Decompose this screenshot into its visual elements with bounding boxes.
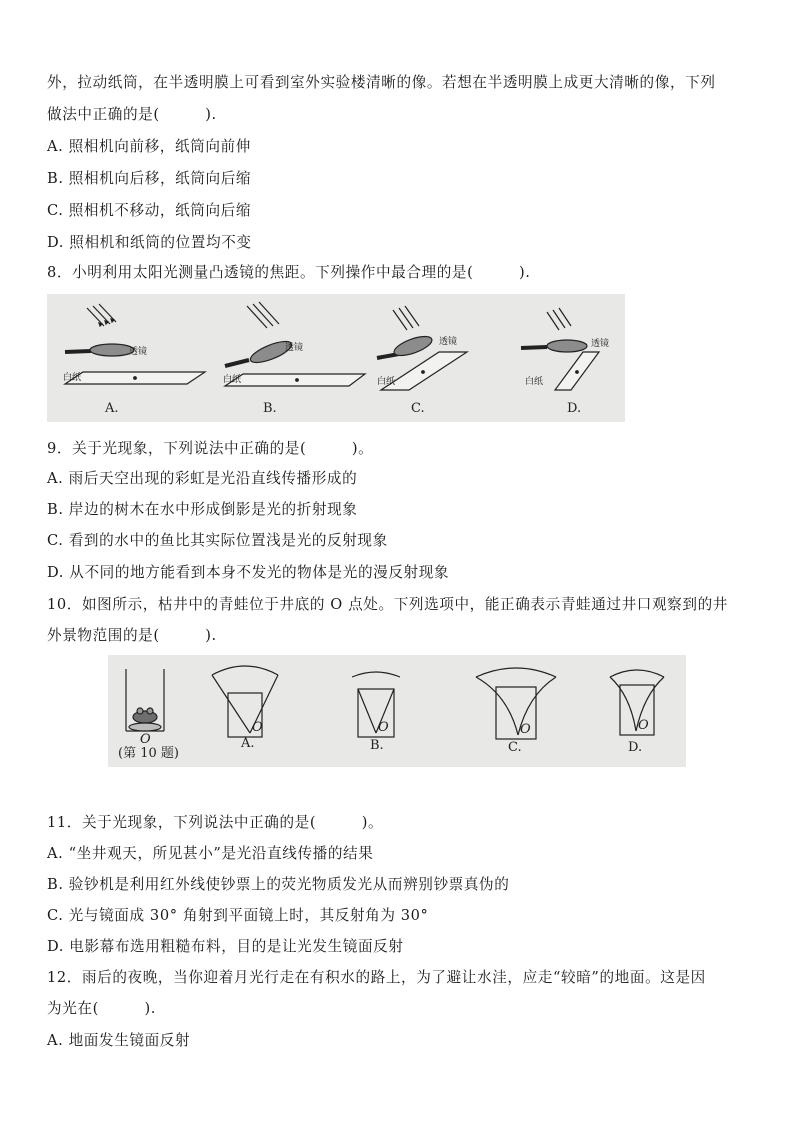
q8-lens-label-d: 透镜	[591, 339, 610, 349]
q7-option-d: D. 照相机和纸筒的位置均不变	[47, 234, 252, 251]
q10-figure	[108, 655, 686, 767]
q10-option-a-drawing	[212, 666, 278, 737]
q10-option-c-o-label: O	[520, 722, 531, 737]
q7-stem-line-1: 外，拉动纸筒，在半透明膜上可看到室外实验楼清晰的像。若想在半透明膜上成更大清晰的像，下列	[47, 74, 716, 91]
q10-choice-c: C.	[508, 740, 522, 755]
q10-caption: (第 10 题)	[118, 746, 179, 761]
q10-frog-well-drawing	[126, 669, 164, 731]
q8-choice-a: A.	[105, 401, 119, 416]
q9-option-c: C. 看到的水中的鱼比其实际位置浅是光的反射现象	[47, 532, 388, 549]
q10-option-d-o-label: O	[638, 718, 649, 733]
q12-stem-line-2: 为光在( ).	[47, 1000, 156, 1017]
q12-option-a: A. 地面发生镜面反射	[47, 1032, 191, 1049]
q10-option-b-o-label: O	[378, 720, 389, 735]
q8-choice-b: B.	[263, 401, 277, 416]
q10-choice-a: A.	[241, 736, 255, 751]
q11-option-a: A. “坐井观天，所见甚小”是光沿直线传播的结果	[47, 845, 374, 862]
q7-stem-line-2: 做法中正确的是( ).	[47, 106, 217, 123]
q10-option-c-drawing	[476, 668, 556, 739]
q9-option-b: B. 岸边的树木在水中形成倒影是光的折射现象	[47, 501, 358, 518]
q8-choice-d: D.	[567, 401, 582, 416]
q11-stem: 11．关于光现象，下列说法中正确的是( )。	[47, 814, 384, 831]
q10-choice-d: D.	[628, 740, 643, 755]
q7-option-b: B. 照相机向后移，纸筒向后缩	[47, 170, 252, 187]
q10-option-a-o-label: O	[252, 720, 263, 735]
q8-paper-label-d: 白纸	[525, 377, 544, 387]
q8-stem: 8．小明利用太阳光测量凸透镜的焦距。下列操作中最合理的是( ).	[47, 264, 531, 281]
q8-choice-c: C.	[411, 401, 425, 416]
q9-stem: 9．关于光现象，下列说法中正确的是( )。	[47, 440, 374, 457]
q8-paper-label-a: 白纸	[63, 373, 82, 383]
q7-option-c: C. 照相机不移动，纸筒向后缩	[47, 202, 252, 219]
q10-choice-b: B.	[370, 738, 384, 753]
q10-stem-line-2: 外景物范围的是( ).	[47, 627, 217, 644]
q8-lens-label-b: 透镜	[285, 343, 304, 353]
q10-option-d-drawing	[610, 670, 664, 735]
q8-figure	[47, 294, 625, 422]
q10-option-b-drawing	[352, 672, 400, 737]
q10-point-o-label: O	[140, 732, 151, 747]
q11-option-d: D. 电影幕布选用粗糙布料，目的是让光发生镜面反射	[47, 938, 404, 955]
q8-lens-label-c: 透镜	[439, 337, 458, 347]
q9-option-a: A. 雨后天空出现的彩虹是光沿直线传播形成的	[47, 470, 358, 487]
q11-option-c: C. 光与镜面成 30° 角射到平面镜上时，其反射角为 30°	[47, 907, 429, 924]
q11-option-b: B. 验钞机是利用红外线使钞票上的荧光物质发光从而辨别钞票真伪的	[47, 876, 510, 893]
q8-paper-label-c: 白纸	[377, 377, 396, 387]
q8-paper-label-b: 白纸	[223, 375, 242, 385]
q7-option-a: A. 照相机向前移，纸筒向前伸	[47, 138, 251, 155]
q8-option-a-drawing	[65, 304, 205, 384]
q10-stem-line-1: 10．如图所示，枯井中的青蛙位于井底的 O 点处。下列选项中，能正确表示青蛙通过井口观察到的井	[47, 596, 728, 613]
q8-lens-label-a: 透镜	[129, 347, 148, 357]
q9-option-d: D. 从不同的地方能看到本身不发光的物体是光的漫反射现象	[47, 564, 450, 581]
q12-stem-line-1: 12．雨后的夜晚，当你迎着月光行走在有积水的路上，为了避让水洼，应走“较暗”的地面。这是因	[47, 969, 706, 986]
